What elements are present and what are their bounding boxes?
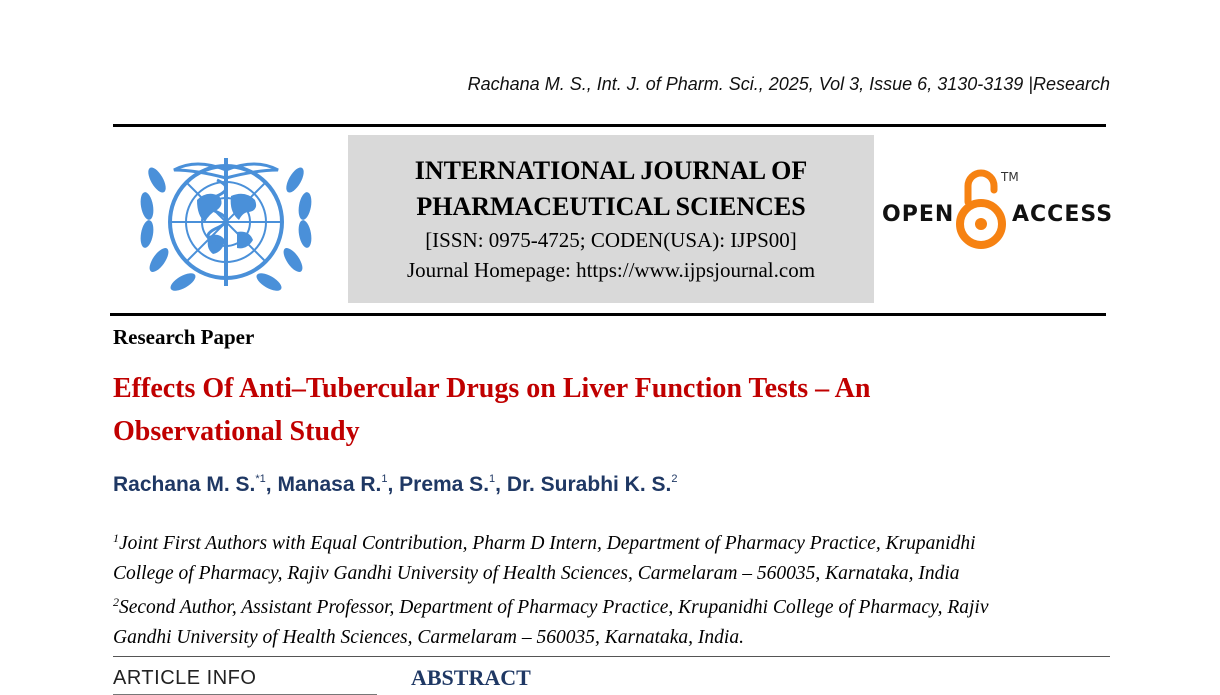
affiliation-mark: 2: [113, 595, 119, 609]
affiliation-line: Gandhi University of Health Sciences, Carmelaram – 560035, Karnataka, India.: [113, 626, 744, 648]
article-title-line2: Observational Study: [113, 416, 360, 447]
author-separator: ,: [387, 473, 400, 496]
author-affiliation-mark: 1: [381, 473, 388, 485]
open-access-word-access: ACCESS: [1012, 202, 1114, 227]
affiliation-text: Second Author, Assistant Professor, Department of Pharmacy Practice, Krupanidhi College of Pharmacy, Rajiv: [119, 597, 989, 618]
open-access-word-open: OPEN: [882, 202, 955, 227]
author-separator: ,: [265, 473, 278, 496]
article-title: [113, 367, 1073, 453]
journal-title-line1: INTERNATIONAL JOURNAL OF: [414, 156, 808, 185]
open-access-lock-icon: [956, 168, 1006, 250]
journal-homepage: Journal Homepage: https://www.ijpsjournal.com: [406, 258, 816, 282]
affiliation-text: Joint First Authors with Equal Contribution, Pharm D Intern, Department of Pharmacy Practice, Krupanidhi: [119, 533, 976, 554]
article-info-heading: ARTICLE INFO: [113, 667, 257, 689]
author-name: Rachana M. S.: [113, 473, 256, 496]
author-affiliation-mark: 1: [489, 473, 496, 485]
open-access-trademark: TM: [1001, 170, 1019, 184]
author-separator: ,: [495, 473, 507, 496]
author-list: [113, 473, 678, 497]
header-rule-top: [113, 124, 1106, 127]
journal-title-line2: PHARMACEUTICAL SCIENCES: [416, 192, 806, 221]
affiliation-mark: 1: [113, 531, 119, 545]
abstract-heading: ABSTRACT: [411, 665, 531, 690]
journal-masthead: [348, 135, 874, 303]
affiliation-line: [113, 524, 1113, 559]
running-header: Rachana M. S., Int. J. of Pharm. Sci., 2025, Vol 3, Issue 6, 3130-3139 |Research: [467, 74, 1110, 94]
author-name: Manasa R.: [277, 473, 382, 496]
section-divider: [113, 656, 1110, 657]
affiliation-line: [113, 588, 1113, 623]
journal-issn: [ISSN: 0975-4725; CODEN(USA): IJPS00]: [425, 228, 797, 252]
header-rule-bottom: [110, 313, 1106, 316]
author-affiliation-mark: *1: [255, 473, 266, 485]
author-name: Dr. Surabhi K. S.: [506, 473, 672, 496]
affiliation-line: College of Pharmacy, Rajiv Gandhi University of Health Sciences, Carmelaram – 560035, Karnataka, India: [113, 562, 960, 584]
open-access-logo: [880, 168, 1114, 253]
article-type-label: Research Paper: [113, 325, 255, 349]
article-title-line1: Effects Of Anti–Tubercular Drugs on Liver Function Tests – An: [113, 373, 871, 404]
affiliations: [113, 524, 1113, 652]
author-affiliation-mark: 2: [671, 473, 678, 485]
un-emblem-logo: [127, 140, 325, 305]
author-name: Prema S.: [399, 473, 490, 496]
